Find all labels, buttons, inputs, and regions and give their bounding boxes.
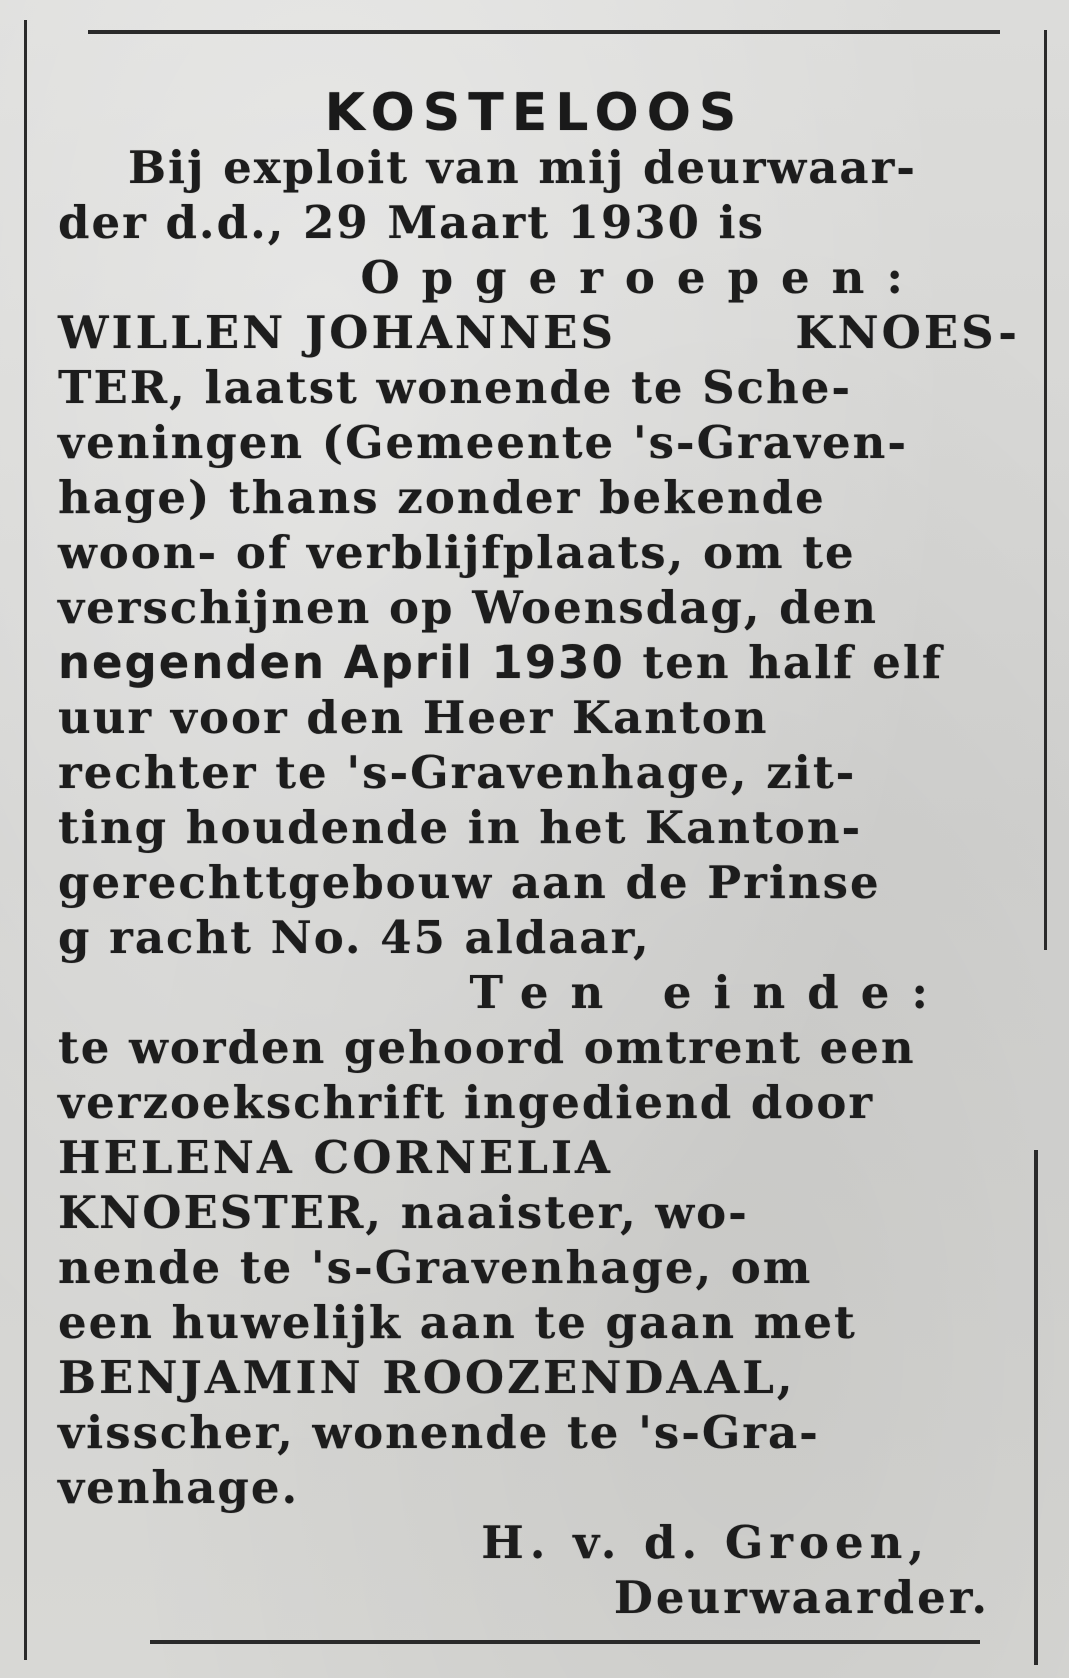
notice-line: verschijnen op Woensdag, den xyxy=(58,581,878,634)
notice-line: Opgeroepen: xyxy=(360,251,925,304)
hearing-time: ten half elf xyxy=(624,636,944,689)
signature-title: Deurwaarder. xyxy=(613,1571,990,1624)
notice-line: KNOESTER, naaister, wo- xyxy=(58,1186,749,1239)
notice-line: uur voor den Heer Kanton xyxy=(58,691,769,744)
notice-line: Ten einde: xyxy=(469,966,950,1019)
notice-line: TER, laatst wonende te Sche- xyxy=(58,361,853,414)
notice-line: gerechttgebouw aan de Prinse xyxy=(58,856,881,909)
notice-line: te worden gehoord omtrent een xyxy=(58,1021,916,1074)
top-border-rule xyxy=(88,30,1000,34)
notice-line: woon- of verblijfplaats, om te xyxy=(58,526,856,579)
fiance-name: BENJAMIN ROOZENDAAL, xyxy=(58,1351,796,1404)
summoned-name-part: KNOES- xyxy=(795,306,1020,359)
notice-line: der d.d., 29 Maart 1930 is xyxy=(58,196,765,249)
notice-line xyxy=(58,305,1020,360)
summoned-name-part: WILLEN JOHANNES xyxy=(58,306,616,359)
notice-line xyxy=(58,635,1020,690)
notice-line: g racht No. 45 aldaar, xyxy=(58,911,651,964)
notice-line: een huwelijk aan te gaan met xyxy=(58,1296,857,1349)
notice-line: ting houdende in het Kanton- xyxy=(58,801,863,854)
bottom-border-rule xyxy=(150,1640,980,1644)
notice-line: Bij exploit van mij deurwaar- xyxy=(128,141,917,194)
hearing-date: negenden April 1930 xyxy=(58,636,625,689)
notice-line: rechter te 's-Gravenhage, zit- xyxy=(58,746,857,799)
petitioner-name: HELENA CORNELIA xyxy=(58,1131,613,1184)
signature-name: H. v. d. Groen, xyxy=(481,1516,930,1569)
notice-line: venhage. xyxy=(58,1461,300,1514)
left-border-rule xyxy=(24,20,27,1660)
notice-line: verzoekschrift ingediend door xyxy=(58,1076,875,1129)
notice-body xyxy=(58,140,1020,1625)
notice-line: visscher, wonende te 's-Gra- xyxy=(58,1406,820,1459)
notice-line: hage) thans zonder bekende xyxy=(58,471,826,524)
notice-line: nende te 's-Gravenhage, om xyxy=(58,1241,813,1294)
notice-line: veningen (Gemeente 's-Graven- xyxy=(58,416,909,469)
notice-heading: KOSTELOOS xyxy=(324,83,745,143)
right-border-rule-upper xyxy=(1044,30,1047,950)
right-border-rule-lower xyxy=(1034,1150,1038,1665)
